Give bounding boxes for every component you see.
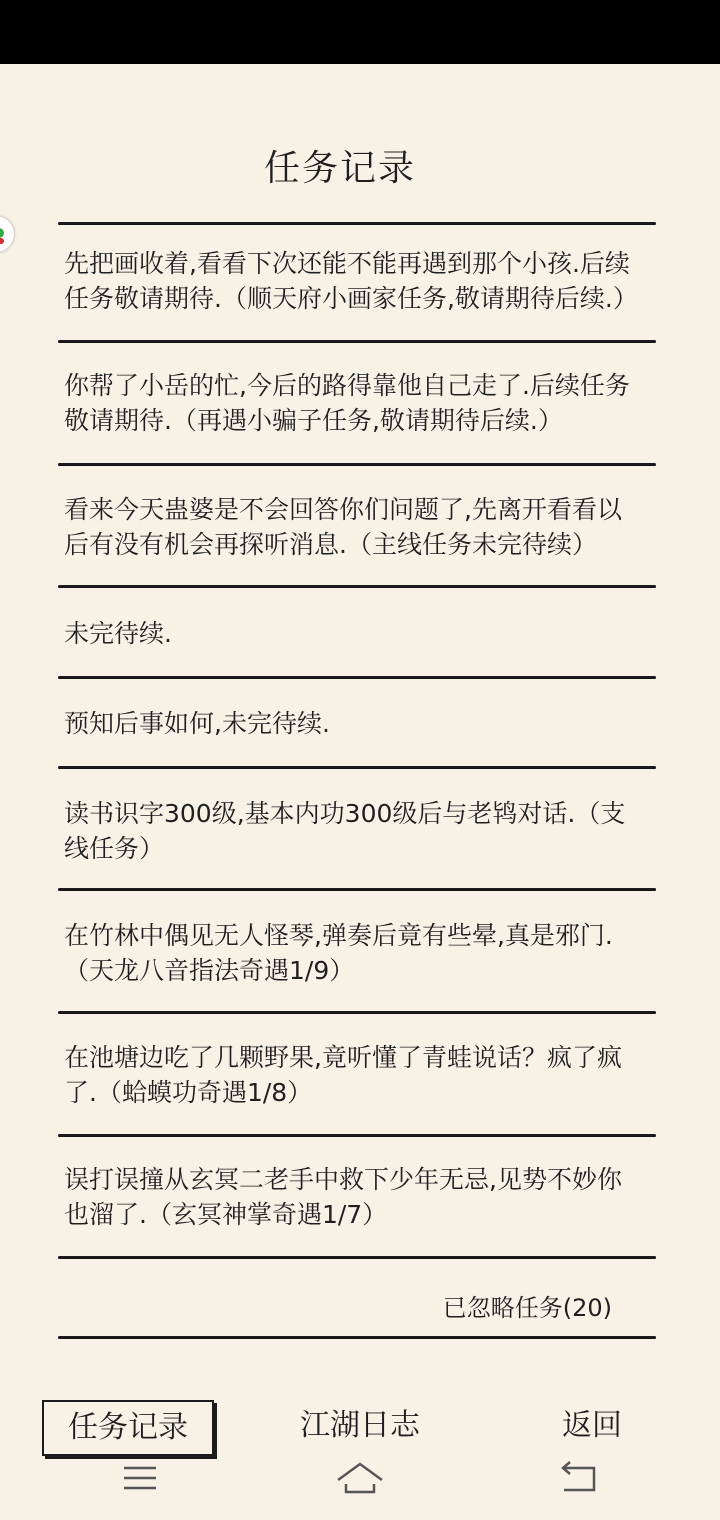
task-text: 看来今天蛊婆是不会回答你们问题了,先离开看看以后有没有机会再探听消息.（主线任务未完待续）: [64, 495, 622, 559]
divider: [58, 340, 656, 343]
divider: [58, 888, 656, 891]
ignored-tasks-link[interactable]: 已忽略任务(20): [442, 1294, 612, 1322]
back-icon[interactable]: [550, 1458, 610, 1498]
page-title: 任务记录: [263, 148, 416, 189]
divider: [58, 1011, 656, 1014]
divider: [58, 585, 656, 588]
task-item: [64, 246, 644, 316]
divider: [58, 222, 656, 225]
divider: [58, 676, 656, 679]
divider: [58, 1134, 656, 1137]
menu-icon[interactable]: [110, 1458, 170, 1498]
task-item: [64, 368, 644, 438]
task-text: 未完待续.: [64, 619, 172, 648]
task-text: 在池塘边吃了几颗野果,竟听懂了青蛙说话？疯了疯了.（蛤蟆功奇遇1/8）: [64, 1043, 622, 1107]
divider: [58, 1336, 656, 1339]
tab-task-record[interactable]: 任务记录: [42, 1400, 214, 1456]
divider: [58, 463, 656, 466]
task-item: [64, 492, 644, 562]
task-item: [64, 796, 644, 866]
back-button[interactable]: 返回: [562, 1408, 622, 1443]
task-item: [64, 1040, 644, 1110]
task-text: 预知后事如何,未完待续.: [64, 709, 330, 738]
task-item: [64, 1162, 644, 1232]
task-item: [64, 706, 644, 741]
task-text: 你帮了小岳的忙,今后的路得靠他自己走了.后续任务敬请期待.（再遇小骗子任务,敬请期待后续.）: [64, 371, 630, 435]
task-text: 读书识字300级,基本内功300级后与老鸨对话.（支线任务）: [64, 799, 626, 863]
floating-bubble-icon[interactable]: [0, 216, 14, 252]
task-item: [64, 616, 644, 651]
home-icon[interactable]: [330, 1458, 390, 1498]
tab-jianghu-journal[interactable]: 江湖日志: [300, 1408, 420, 1443]
system-nav-bar: [0, 1458, 720, 1498]
task-text: 误打误撞从玄冥二老手中救下少年无忌,见势不妙你也溜了.（玄冥神掌奇遇1/7）: [64, 1165, 622, 1229]
task-text: 先把画收着,看看下次还能不能再遇到那个小孩.后续任务敬请期待.（顺天府小画家任务,敬请期待后续.）: [64, 249, 638, 313]
divider: [58, 1256, 656, 1259]
divider: [58, 766, 656, 769]
status-bar: [0, 0, 720, 64]
task-text: 在竹林中偶见无人怪琴,弹奏后竟有些晕,真是邪门.（天龙八音指法奇遇1/9）: [64, 921, 613, 985]
task-item: [64, 918, 644, 988]
